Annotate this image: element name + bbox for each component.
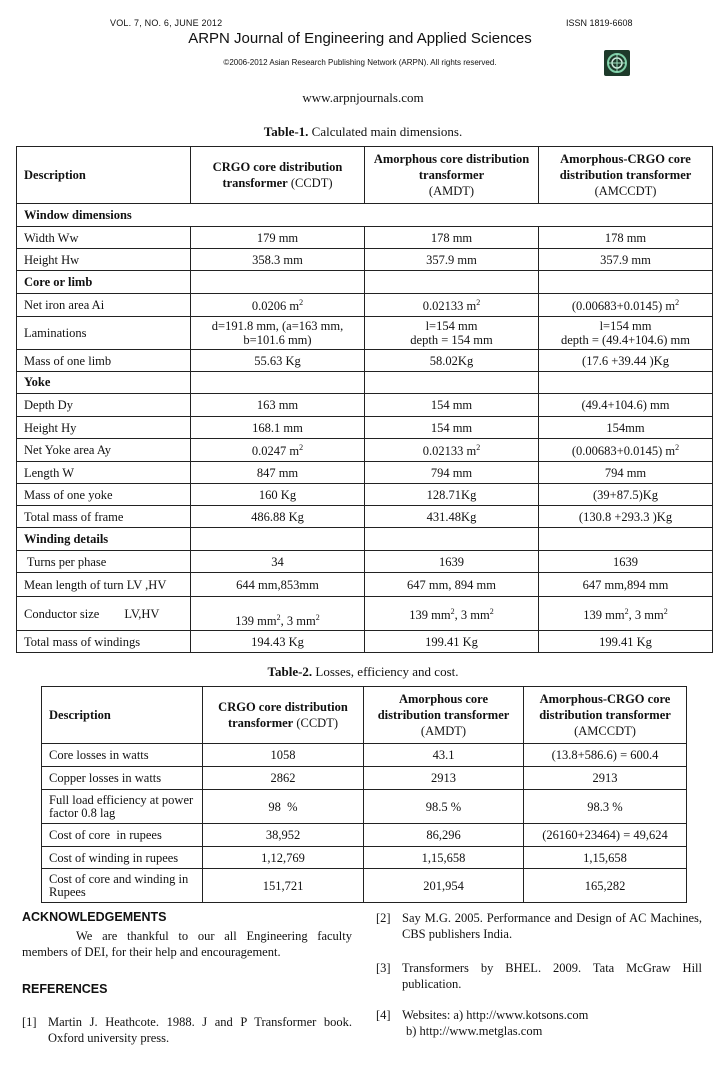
cell-value: 0.02133 $m^2$ [365, 439, 539, 462]
cell-value: 58.02Kg [365, 350, 539, 372]
reference-item [22, 1014, 352, 1046]
cell-label: Turns per phase [17, 551, 191, 573]
empty-cell [191, 528, 365, 551]
reference-item [376, 1007, 702, 1039]
cell-label: Full load efficiency at power factor 0.8 lag [42, 790, 203, 824]
cell-label: Mean length of turn LV ,HV [17, 573, 191, 597]
cell-value: 139 $mm^2$, 3 $mm^2$ [191, 597, 365, 631]
journal-url: www.arpnjournals.com [302, 90, 424, 105]
table-row [42, 744, 687, 767]
cell-value: 486.88 Kg [191, 506, 365, 528]
table-row [42, 767, 687, 790]
table-row [17, 227, 713, 249]
table-row [42, 869, 687, 903]
cell-value: 644 mm,853mm [191, 573, 365, 597]
cell-value: 154 mm [365, 394, 539, 417]
table-row [17, 249, 713, 271]
cell-value: 34 [191, 551, 365, 573]
cell-value: 357.9 mm [365, 249, 539, 271]
empty-cell [365, 372, 539, 394]
cell-value: 0.02133 $m^2$ [365, 294, 539, 317]
reference-number: [3] [376, 961, 391, 975]
section-row [17, 204, 713, 227]
cell-value: 179 mm [191, 227, 365, 249]
cell-value: 201,954 [364, 869, 524, 903]
table-row [17, 317, 713, 350]
header-amdt: Amorphous core distribution transformer (AMDT) [365, 147, 539, 204]
cell-value: (39+87.5)Kg [539, 484, 713, 506]
section-row [17, 271, 713, 294]
cell-label: Conductor size LV,HV [17, 597, 191, 631]
cell-label: Height Hy [17, 417, 191, 439]
section-core-or-limb: Core or limb [17, 271, 191, 294]
copyright-notice: ©2006-2012 Asian Research Publishing Network (ARPN). All rights reserved. [223, 58, 497, 67]
cell-value: 160 Kg [191, 484, 365, 506]
reference-text: Martin J. Heathcote. 1988. J and P Transformer book. Oxford university press. [48, 1015, 352, 1045]
empty-cell [539, 528, 713, 551]
table-row [17, 462, 713, 484]
cell-value: 128.71Kg [365, 484, 539, 506]
cell-value: 178 mm [365, 227, 539, 249]
issn: ISSN 1819-6608 [566, 18, 633, 28]
cell-label: Total mass of frame [17, 506, 191, 528]
cell-label: Mass of one yoke [17, 484, 191, 506]
reference-text [376, 1007, 702, 1039]
journal-logo-icon [604, 50, 630, 76]
cell-value: 139 $mm^2$, 3 $mm^2$ [539, 597, 713, 631]
table2-caption-text: Losses, efficiency and cost. [312, 664, 459, 679]
reference-text: Say M.G. 2005. Performance and Design of AC Machines, CBS publishers India. [402, 911, 702, 941]
table-row [17, 551, 713, 573]
cell-label: Cost of winding in rupees [42, 847, 203, 869]
reference-item [376, 910, 702, 942]
table-row [17, 631, 713, 653]
table1-caption [0, 124, 720, 140]
cell-value: 794 mm [365, 462, 539, 484]
section-winding-details: Winding details [17, 528, 191, 551]
cell-value: 0.0247 $m^2$ [191, 439, 365, 462]
table-row [42, 824, 687, 847]
cell-value: 43.1 [364, 744, 524, 767]
cell-value: 55.63 Kg [191, 350, 365, 372]
table-losses-efficiency-cost [41, 686, 687, 903]
cell-value: 357.9 mm [539, 249, 713, 271]
cell-value: 0.0206 $m^2$ [191, 294, 365, 317]
cell-value: 431.48Kg [365, 506, 539, 528]
reference-item [376, 960, 702, 992]
table-row [17, 573, 713, 597]
volume-info: VOL. 7, NO. 6, JUNE 2012 [110, 18, 223, 28]
cell-value: 168.1 mm [191, 417, 365, 439]
table1-caption-text: Calculated main dimensions. [308, 124, 463, 139]
cell-label: Cost of core in rupees [42, 824, 203, 847]
table-row [17, 394, 713, 417]
empty-cell [539, 372, 713, 394]
cell-value: 151,721 [203, 869, 364, 903]
cell-value: (17.6 +39.44 )Kg [539, 350, 713, 372]
cell-value: 154 mm [365, 417, 539, 439]
cell-value: 2913 [524, 767, 687, 790]
cell-value: 1,15,658 [524, 847, 687, 869]
header-amdt: Amorphous core distribution transformer (AMDT) [364, 687, 524, 744]
cell-value: (13.8+586.6) = 600.4 [524, 744, 687, 767]
table-header-row [17, 147, 713, 204]
cell-value: 199.41 Kg [539, 631, 713, 653]
empty-cell [191, 372, 365, 394]
cell-value: 847 mm [191, 462, 365, 484]
reference-website-b: b) http://www.metglas.com [406, 1024, 543, 1038]
cell-label: Height Hw [17, 249, 191, 271]
cell-value: 86,296 [364, 824, 524, 847]
cell-value: l=154 mm depth = (49.4+104.6) mm [539, 317, 713, 350]
cell-value: 194.43 Kg [191, 631, 365, 653]
acknowledgements-text: We are thankful to our all Engineering faculty members of DEI, for their help and encouragement. [22, 929, 352, 959]
cell-value: 2862 [203, 767, 364, 790]
cell-label: Mass of one limb [17, 350, 191, 372]
cell-label: Depth Dy [17, 394, 191, 417]
cell-value: 98.3 % [524, 790, 687, 824]
cell-label: Net iron area Ai [17, 294, 191, 317]
cell-label: Width Ww [17, 227, 191, 249]
section-row [17, 372, 713, 394]
cell-value: (26160+23464) = 49,624 [524, 824, 687, 847]
table-row [17, 484, 713, 506]
cell-label: Net Yoke area Ay [17, 439, 191, 462]
table-calculated-dimensions [16, 146, 713, 653]
cell-value: 139 $mm^2$, 3 $mm^2$ [365, 597, 539, 631]
cell-value: 165,282 [524, 869, 687, 903]
cell-value: 1,12,769 [203, 847, 364, 869]
reference-number: [4] [376, 1008, 391, 1022]
header-ccdt: CRGO core distribution transformer (CCDT) [191, 147, 365, 204]
journal-title: ARPN Journal of Engineering and Applied Sciences [188, 30, 532, 47]
acknowledgements-heading: ACKNOWLEDGEMENTS [22, 910, 167, 924]
cell-value: 2913 [364, 767, 524, 790]
header-description: Description [42, 687, 203, 744]
section-window-dimensions: Window dimensions [17, 204, 713, 227]
header-ccdt: CRGO core distribution transformer (CCDT) [203, 687, 364, 744]
table2-caption [0, 664, 720, 680]
cell-value: l=154 mm depth = 154 mm [365, 317, 539, 350]
table1-caption-label: Table-1. [263, 124, 309, 139]
cell-label: Copper losses in watts [42, 767, 203, 790]
table-row [17, 294, 713, 317]
table-row [17, 439, 713, 462]
reference-website-a: Websites: a) http://www.kotsons.com [402, 1008, 589, 1022]
table2-caption-label: Table-2. [267, 664, 313, 679]
cell-value: (49.4+104.6) mm [539, 394, 713, 417]
cell-value: (130.8 +293.3 )Kg [539, 506, 713, 528]
cell-value: 163 mm [191, 394, 365, 417]
empty-cell [191, 271, 365, 294]
cell-value: 38,952 [203, 824, 364, 847]
table-header-row [42, 687, 687, 744]
cell-value: 358.3 mm [191, 249, 365, 271]
table-row [42, 790, 687, 824]
reference-number: [1] [22, 1015, 37, 1029]
cell-value: 647 mm,894 mm [539, 573, 713, 597]
empty-cell [539, 271, 713, 294]
cell-value: 647 mm, 894 mm [365, 573, 539, 597]
empty-cell [365, 528, 539, 551]
cell-value: 1639 [365, 551, 539, 573]
reference-number: [2] [376, 911, 391, 925]
table-row [17, 597, 713, 631]
cell-value: (0.00683+0.0145) $m^2$ [539, 294, 713, 317]
section-row [17, 528, 713, 551]
cell-label: Core losses in watts [42, 744, 203, 767]
cell-value: d=191.8 mm, (a=163 mm, b=101.6 mm) [191, 317, 365, 350]
header-amccdt: Amorphous-CRGO core distribution transformer (AMCCDT) [524, 687, 687, 744]
header-amccdt: Amorphous-CRGO core distribution transformer (AMCCDT) [539, 147, 713, 204]
cell-value: 199.41 Kg [365, 631, 539, 653]
cell-label: Cost of core and winding in Rupees [42, 869, 203, 903]
section-yoke: Yoke [17, 372, 191, 394]
cell-value: 178 mm [539, 227, 713, 249]
cell-value: 1,15,658 [364, 847, 524, 869]
table-row [17, 417, 713, 439]
references-heading: REFERENCES [22, 982, 108, 996]
cell-label: Total mass of windings [17, 631, 191, 653]
cell-label: Length W [17, 462, 191, 484]
table-row [17, 506, 713, 528]
header-description: Description [17, 147, 191, 204]
cell-value: 1058 [203, 744, 364, 767]
cell-value: 98 % [203, 790, 364, 824]
cell-value: 98.5 % [364, 790, 524, 824]
table-row [17, 350, 713, 372]
cell-value: (0.00683+0.0145) $m^2$ [539, 439, 713, 462]
cell-label: Laminations [17, 317, 191, 350]
empty-cell [365, 271, 539, 294]
cell-value: 154mm [539, 417, 713, 439]
table-row [42, 847, 687, 869]
cell-value: 1639 [539, 551, 713, 573]
cell-value: 794 mm [539, 462, 713, 484]
reference-text: Transformers by BHEL. 2009. Tata McGraw Hill publication. [402, 961, 702, 991]
